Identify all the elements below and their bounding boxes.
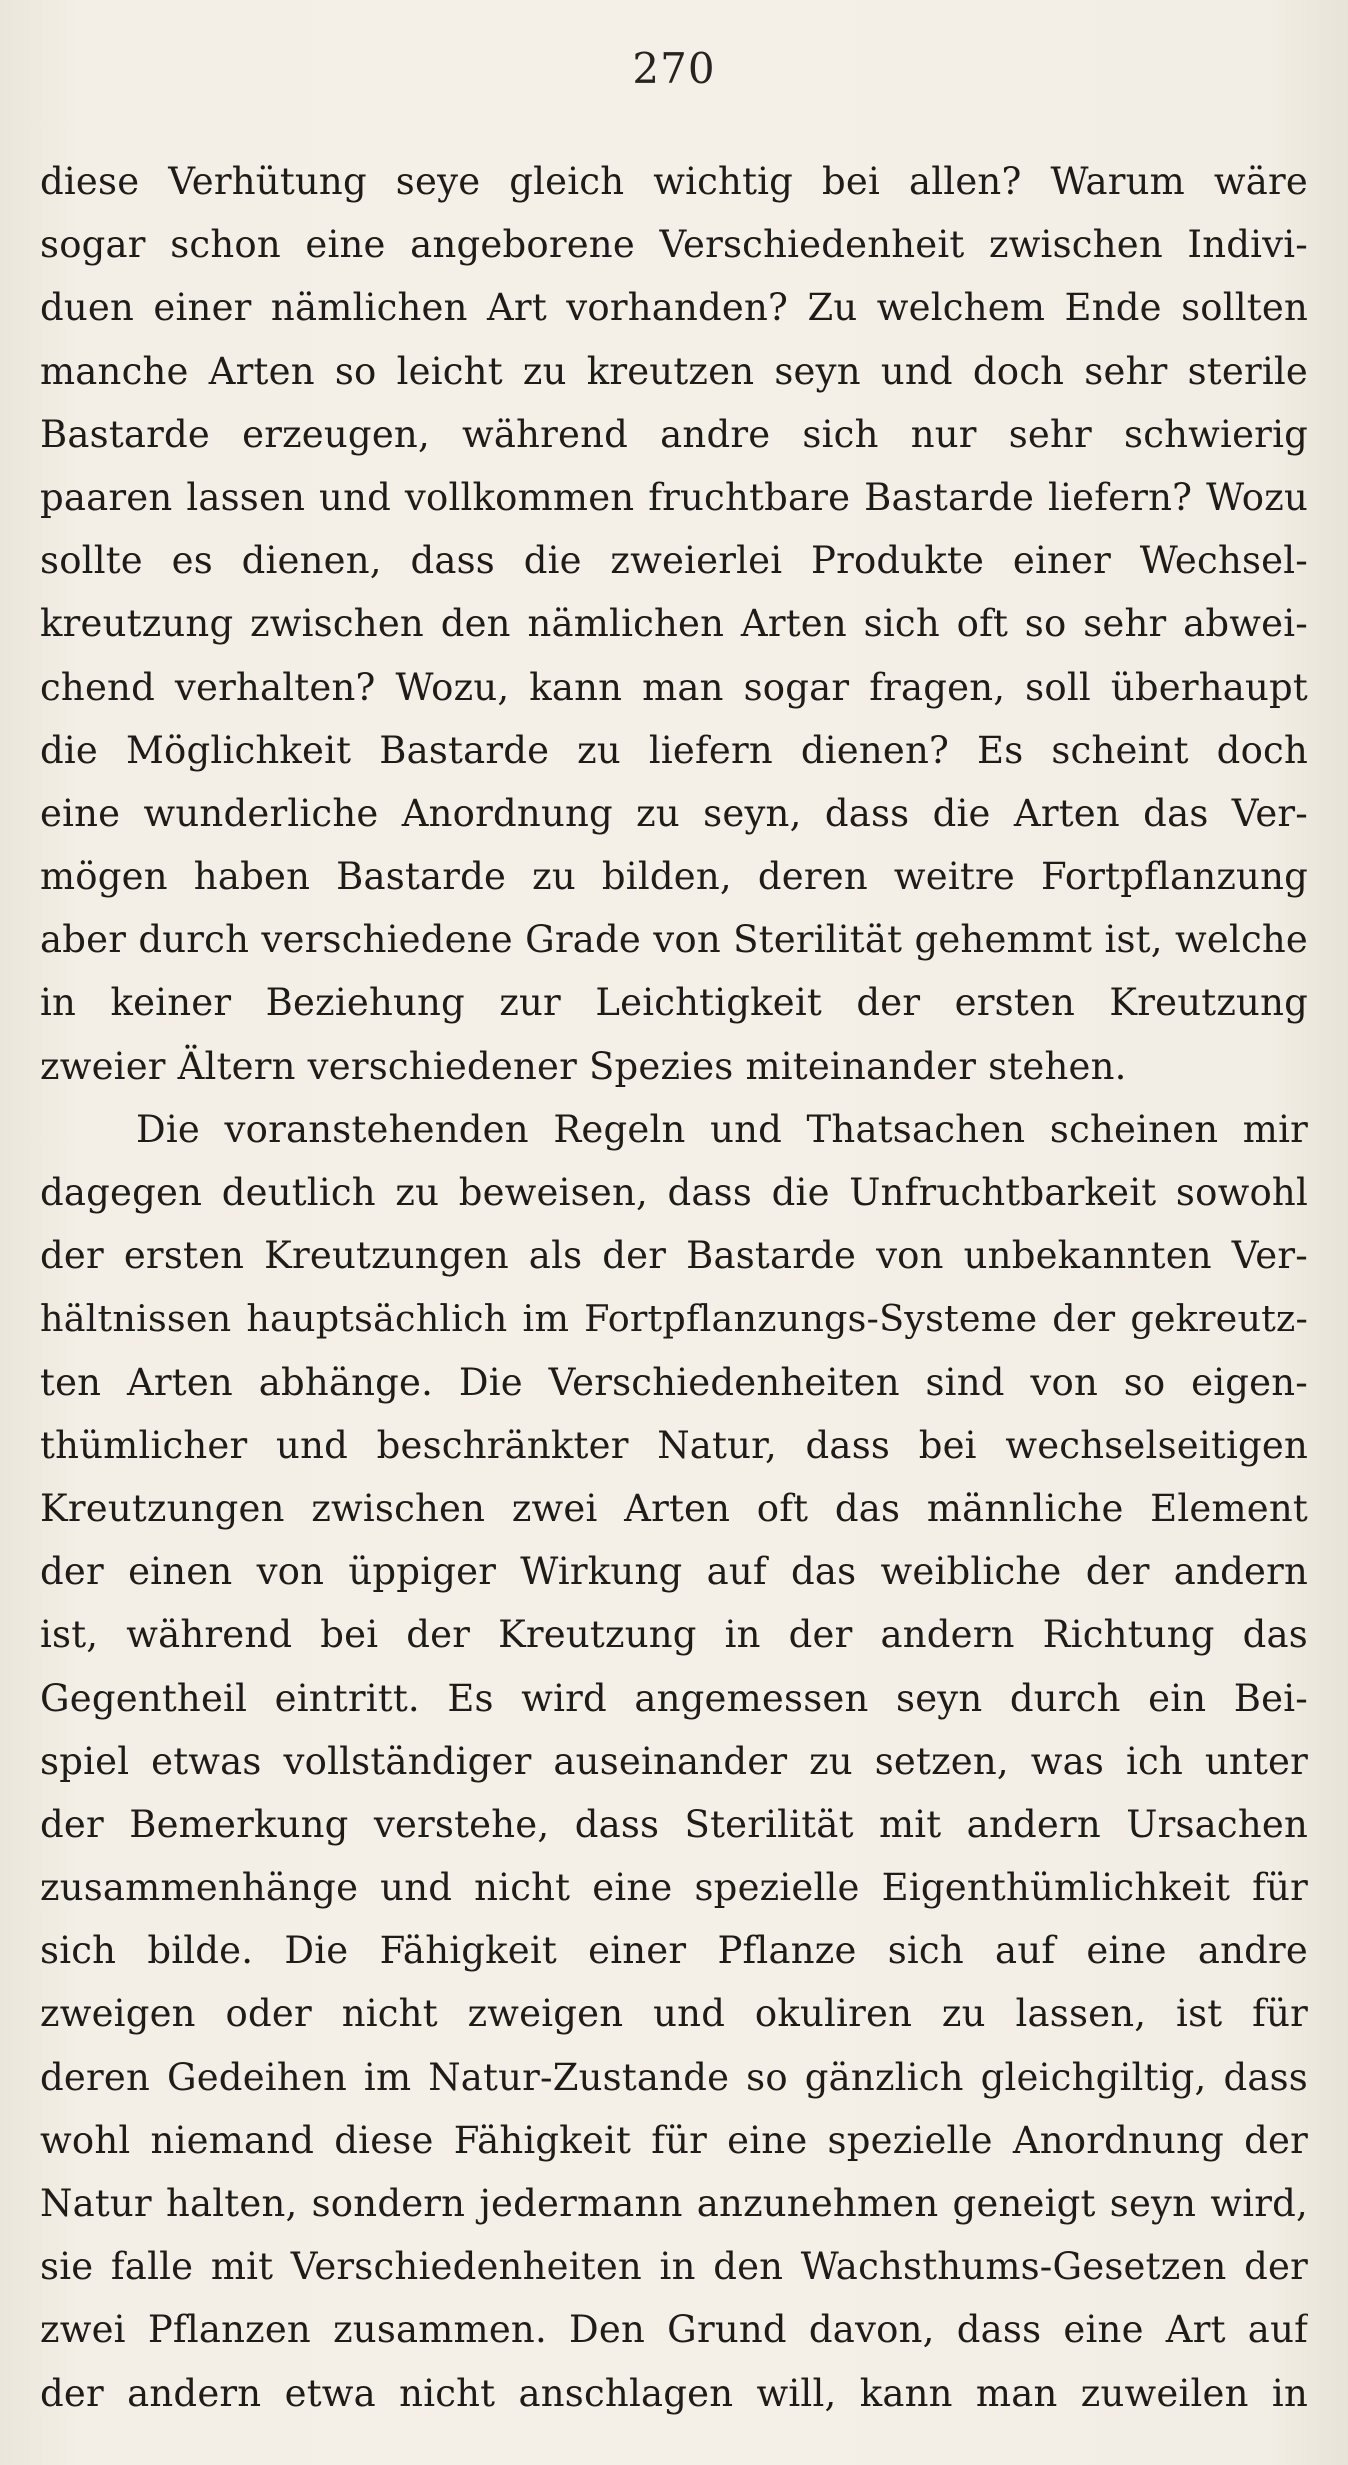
text-line: aber durch verschiedene Grade von Sterilität gehemmt ist, welche — [40, 918, 1308, 962]
text-line: eine wunderliche Anordnung zu seyn, dass die Arten das Ver- — [40, 791, 1308, 835]
text-line: Natur halten, sondern jedermann anzunehmen geneigt seyn wird, — [40, 2182, 1308, 2225]
text-line: der Bemerkung verstehe, dass Sterilität mit andern Ursachen — [40, 1802, 1308, 1846]
text-line: dagegen deutlich zu beweisen, dass die Unfruchtbarkeit sowohl — [40, 1171, 1308, 1214]
text-line: sie falle mit Verschiedenheiten in den Wachsthums-Gesetzen der — [40, 2245, 1308, 2289]
text-line: Kreutzungen zwischen zwei Arten oft das männliche Element — [40, 1486, 1308, 1530]
text-line: wohl niemand diese Fähigkeit für eine spezielle Anordnung der — [40, 2118, 1308, 2162]
text-line: zwei Pflanzen zusammen. Den Grund davon, dass eine Art auf — [40, 2308, 1308, 2352]
text-line: der einen von üppiger Wirkung auf das weibliche der andern — [40, 1550, 1308, 1594]
text-line: thümlicher und beschränkter Natur, dass bei wechselseitigen — [40, 1423, 1308, 1467]
text-line: zusammenhänge und nicht eine spezielle Eigenthümlichkeit für — [40, 1866, 1308, 1910]
text-line: paaren lassen und vollkommen fruchtbare Bastarde liefern? Wozu — [40, 475, 1308, 519]
paragraph-end-line: zweier Ältern verschiedener Spezies miteinander stehen. — [40, 1044, 1127, 1088]
text-line: der andern etwa nicht anschlagen will, kann man zuweilen in — [40, 2371, 1308, 2415]
body-text — [40, 150, 1308, 2425]
text-line: Bastarde erzeugen, während andre sich nur sehr schwierig — [40, 412, 1308, 456]
text-line: mögen haben Bastarde zu bilden, deren weitre Fortpflanzung — [40, 855, 1308, 899]
text-line: ten Arten abhänge. Die Verschiedenheiten sind von so eigen- — [40, 1360, 1308, 1404]
paragraph-start-line: Die voranstehenden Regeln und Thatsachen scheinen mir — [136, 1107, 1308, 1151]
text-line: ist, während bei der Kreutzung in der andern Richtung das — [40, 1613, 1308, 1657]
text-line: duen einer nämlichen Art vorhanden? Zu welchem Ende sollten — [40, 286, 1308, 330]
text-line: hältnissen hauptsächlich im Fortpflanzungs-Systeme der gekreutz- — [40, 1297, 1308, 1341]
text-line: die Möglichkeit Bastarde zu liefern dienen? Es scheint doch — [40, 728, 1308, 772]
text-line: manche Arten so leicht zu kreutzen seyn und doch sehr sterile — [40, 349, 1308, 393]
text-line: sollte es dienen, dass die zweierlei Produkte einer Wechsel- — [40, 539, 1308, 583]
text-line: sich bilde. Die Fähigkeit einer Pflanze sich auf eine andre — [40, 1929, 1308, 1973]
text-line: der ersten Kreutzungen als der Bastarde von unbekannten Ver- — [40, 1234, 1308, 1278]
text-line: zweigen oder nicht zweigen und okuliren zu lassen, ist für — [40, 1992, 1308, 2036]
text-line: diese Verhütung seye gleich wichtig bei allen? Warum wäre — [40, 160, 1308, 203]
text-line: chend verhalten? Wozu, kann man sogar fragen, soll überhaupt — [40, 665, 1308, 709]
page-number: 270 — [632, 44, 716, 93]
text-line: Gegentheil eintritt. Es wird angemessen seyn durch ein Bei- — [40, 1676, 1308, 1720]
text-line: spiel etwas vollständiger auseinander zu setzen, was ich unter — [40, 1739, 1308, 1783]
text-line: kreutzung zwischen den nämlichen Arten sich oft so sehr abwei- — [40, 602, 1308, 646]
text-line: deren Gedeihen im Natur-Zustande so gänzlich gleichgiltig, dass — [40, 2055, 1308, 2099]
text-line: in keiner Beziehung zur Leichtigkeit der ersten Kreutzung — [40, 981, 1308, 1025]
text-line: sogar schon eine angeborene Verschiedenheit zwischen Indivi- — [40, 223, 1308, 267]
